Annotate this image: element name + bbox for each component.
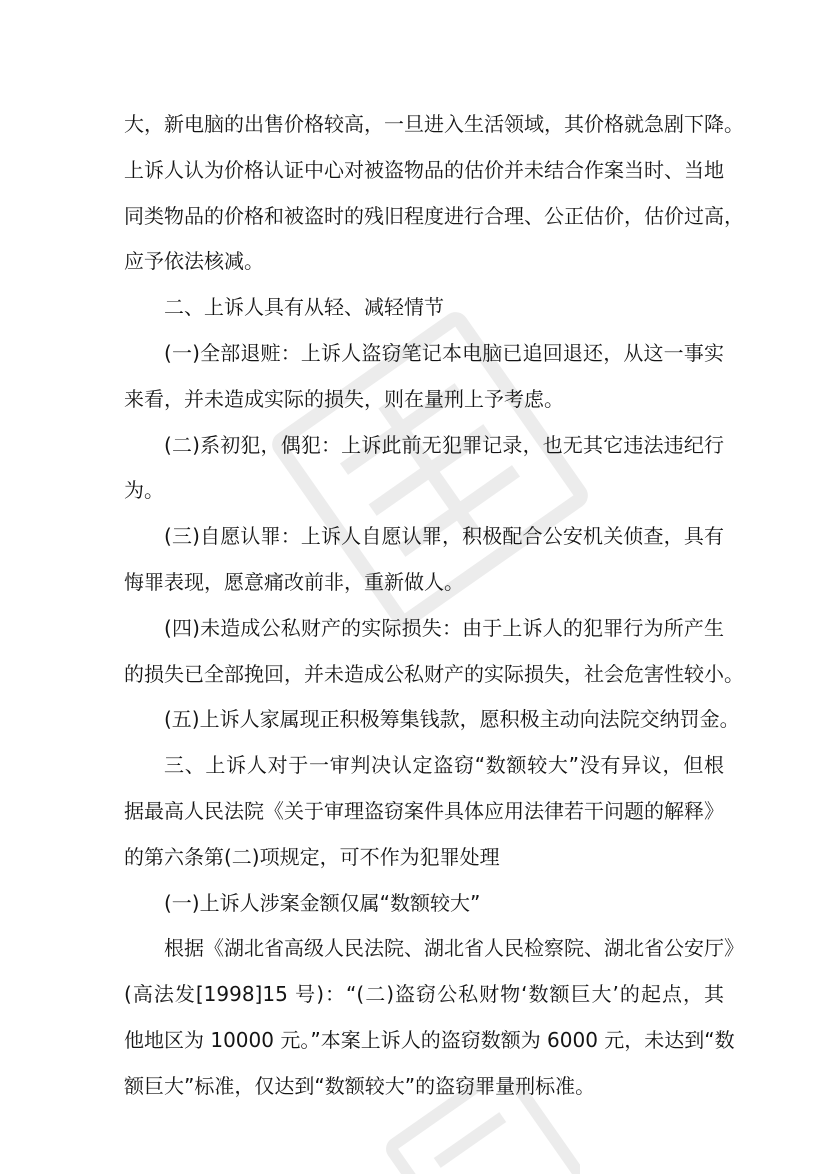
paragraph-line: 应予依法核减。: [124, 249, 264, 274]
paragraph-line: (三)自愿认罪：上诉人自愿认罪，积极配合公安机关侦查，具有: [164, 524, 724, 549]
paragraph-line: (高法发[1998]15 号)：“(二)盗窃公私财物‘数额巨大’的起点，其: [124, 982, 724, 1007]
paragraph-line: 他地区为 10000 元。”本案上诉人的盗窃数额为 6000 元，未达到“数: [124, 1027, 735, 1052]
subsection-heading: (一)上诉人涉案金额仅属“数额较大”: [164, 890, 481, 915]
paragraph-line: (二)系初犯，偶犯：上诉此前无犯罪记录，也无其它违法违纪行: [164, 432, 724, 457]
document-body: [124, 102, 744, 1110]
paragraph-line: 上诉人认为价格认证中心对被盗物品的估价并未结合作案当时、当地: [124, 157, 724, 182]
paragraph-line: 来看，并未造成实际的损失，则在量刑上予考虑。: [124, 386, 564, 411]
section-heading: 二、上诉人具有从轻、减轻情节: [164, 295, 444, 320]
paragraph-line: 同类物品的价格和被盗时的残旧程度进行合理、公正估价，估价过高，: [124, 203, 744, 228]
section-heading: 的第六条第(二)项规定，可不作为犯罪处理: [124, 844, 500, 869]
paragraph-line: 额巨大”标准，仅达到“数额较大”的盗窃罪量刑标准。: [124, 1073, 596, 1098]
paragraph-line: 的损失已全部挽回，并未造成公私财产的实际损失，社会危害性较小。: [124, 661, 744, 686]
paragraph-line: 为。: [124, 478, 164, 503]
paragraph-line: (五)上诉人家属现正积极筹集钱款，愿积极主动向法院交纳罚金。: [164, 707, 740, 732]
paragraph-line: 悔罪表现，愿意痛改前非，重新做人。: [124, 569, 464, 594]
paragraph-line: 根据《湖北省高级人民法院、湖北省人民检察院、湖北省公安厅》: [164, 936, 744, 961]
section-heading: 三、上诉人对于一审判决认定盗窃“数额较大”没有异议，但根: [164, 753, 724, 778]
section-heading: 据最高人民法院《关于审理盗窃案件具体应用法律若干问题的解释》: [124, 798, 724, 823]
paragraph-line: (四)未造成公私财产的实际损失：由于上诉人的犯罪行为所产生: [164, 615, 724, 640]
paragraph-line: 大，新电脑的出售价格较高，一旦进入生活领域，其价格就急剧下降。: [124, 112, 744, 136]
paragraph-line: (一)全部退赃：上诉人盗窃笔记本电脑已追回退还，从这一事实: [164, 340, 724, 365]
